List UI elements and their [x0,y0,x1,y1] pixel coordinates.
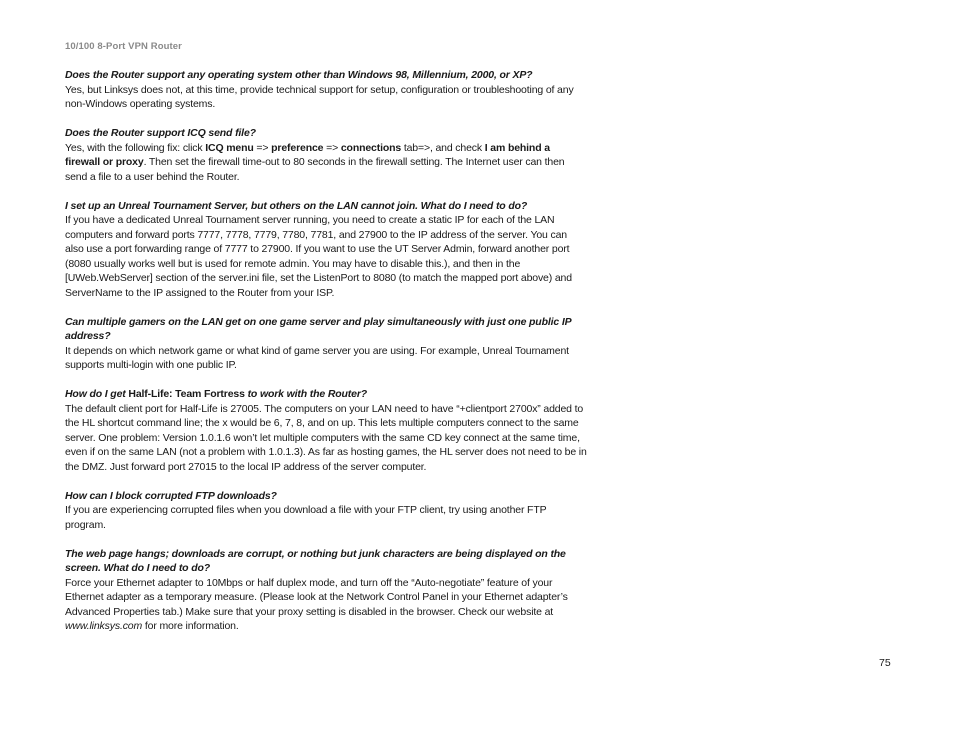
answer-bold-term: ICQ menu [205,141,254,154]
answer-text: => [253,141,272,154]
faq-question: How can I block corrupted FTP downloads? [65,489,277,502]
faq-item-unreal-tournament [65,199,587,301]
faq-answer: The default client port for Half-Life is 27005. The computers on your LAN need to have “+clientport 2700x” added to the HL shortcut command line; the x would be 6, 7, 8, and on up. This lets multiple computers connect to the same server. One problem: Version 1.0.1.6 won’t let multiple computers with the same CD key connect at the same time, even if on the same LAN (not a problem with 1.0.1.3). As far as hosting games, the HL server does not need to be in the DMZ. Just forward port 27015 to the local IP address of the server computer. [65,402,587,473]
faq-item-half-life [65,387,587,474]
running-header: 10/100 8-Port VPN Router [65,41,182,52]
answer-text: for more information. [142,620,239,632]
faq-item-web-page-hangs [65,547,587,634]
answer-bold-term: I am behind a firewall or proxy [65,141,550,168]
faq-question: I set up an Unreal Tournament Server, but others on the LAN cannot join. What do I need to do? [65,199,528,212]
faq-answer: Yes, but Linksys does not, at this time, provide technical support for setup, configuration or troubleshooting of any non-Windows operating systems. [65,83,574,110]
answer-text: tab=>, and check [401,141,485,154]
question-text: to work with the Router? [244,388,368,400]
game-title: Half-Life: Team Fortress [128,388,245,400]
faq-item-icq [65,126,587,184]
answer-text: . Then set the firewall time-out to 80 seconds in the firewall setting. The Internet user can then send a file to a user behind the Router. [65,156,565,183]
answer-text: Yes, with the following fix: click [65,141,206,154]
faq-question: Does the Router support ICQ send file? [65,127,256,139]
faq-question: Does the Router support any operating system other than Windows 98, Millennium, 2000, or XP? [65,69,533,81]
faq-answer: If you have a dedicated Unreal Tournament server running, you need to create a static IP for each of the LAN computers and forward ports 7777, 7778, 7779, 7780, 7781, and 27900 to the IP address of the server. You can also use a port forwarding range of 7777 to 27900. If you want to use the UT Server Admin, forward another port (8080 usually works well but is used for remote admin. You may have to disable this.), and then in the [UWeb.WebServer] section of the server.ini file, set the ListenPort to 8080 (to match the mapped port above) and ServerName to the IP assigned to the Router from your ISP. [65,214,572,299]
answer-text: => [323,141,341,154]
faq-answer [65,141,587,185]
faq-item-multiple-gamers [65,315,587,373]
answer-bold-term: preference [271,141,324,154]
faq-answer: If you are experiencing corrupted files when you download a file with your FTP client, try using another FTP program. [65,504,547,531]
answer-text: Force your Ethernet adapter to 10Mbps or half duplex mode, and turn off the “Auto-negotiate” feature of your Ethernet adapter as a temporary measure. (Please look at the Network Control Panel in your Ethernet adapter’s Advanced Properties tab.) Make sure that your proxy setting is disabled in the browser. Check our website at [65,576,568,618]
question-text: How do I get [65,388,129,400]
page-number: 75 [879,657,891,669]
faq-question [65,387,587,402]
faq-question: The web page hangs; downloads are corrupt, or nothing but junk characters are being displayed on the screen. What do I need to do? [65,547,566,574]
website-link[interactable]: www.linksys.com [65,620,143,632]
faq-question: Can multiple gamers on the LAN get on one game server and play simultaneously with just one public IP address? [65,315,572,342]
faq-item-os-support [65,68,587,112]
faq-item-ftp [65,489,587,533]
answer-bold-term: connections [340,141,402,154]
faq-answer [65,576,587,634]
faq-content [65,68,587,648]
faq-answer: It depends on which network game or what kind of game server you are using. For example, Unreal Tournament supports multi-login with one public IP. [65,344,569,371]
